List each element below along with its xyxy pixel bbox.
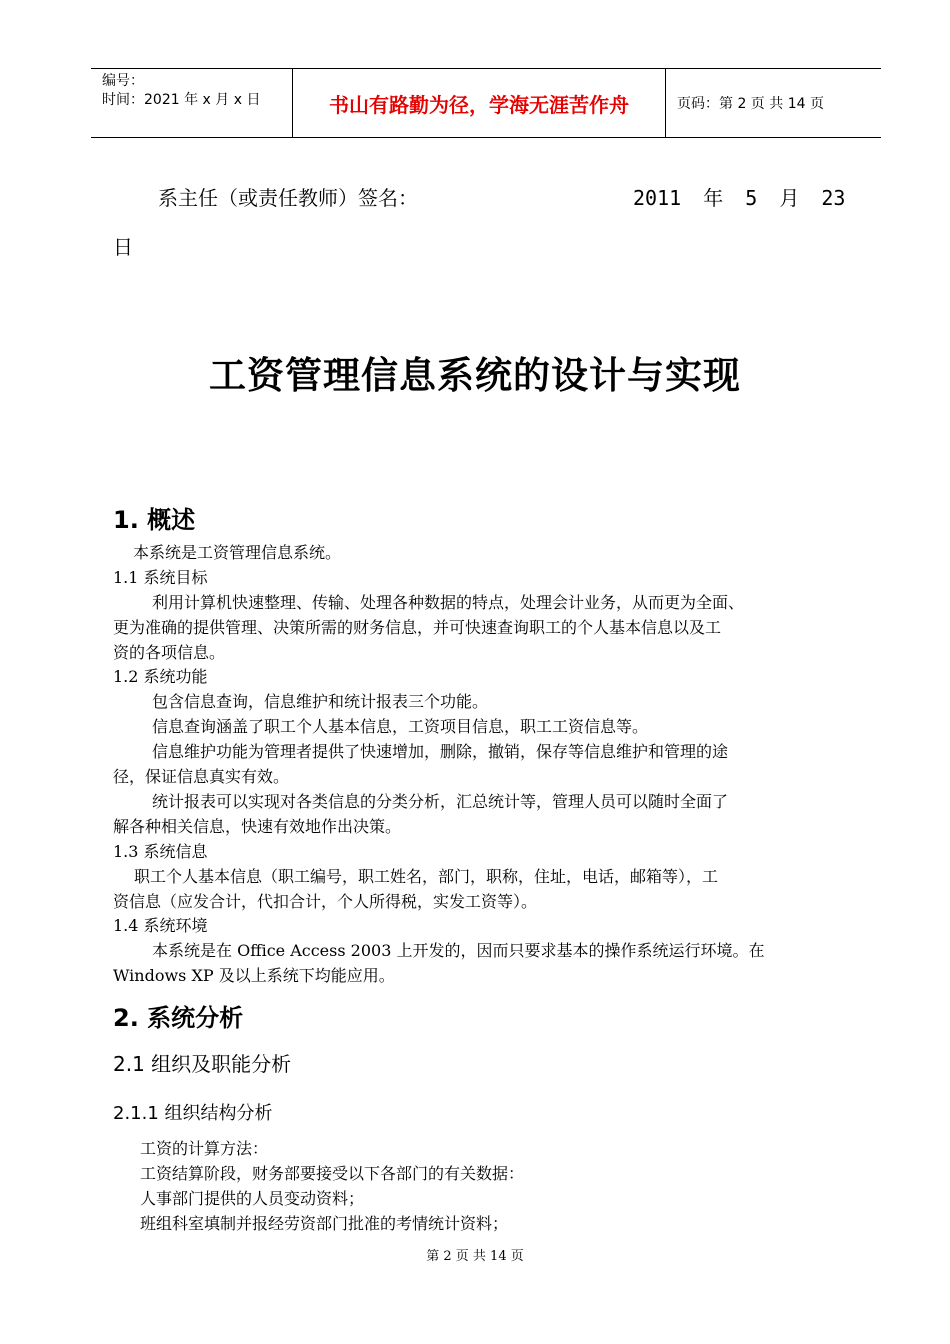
page-header [91, 68, 881, 138]
paragraph: 本系统是工资管理信息系统。 [133, 543, 342, 562]
subsection-1-4-title: 1.4 系统环境 [113, 916, 208, 935]
paragraph: 工资的计算方法： [140, 1139, 269, 1158]
paragraph: 职工个人基本信息（职工编号，职工姓名，部门，职称，住址，电话，邮箱等），工 [134, 867, 719, 886]
paragraph: 解各种相关信息，快速有效地作出决策。 [113, 817, 402, 836]
paragraph: 径，保证信息真实有效。 [113, 767, 290, 786]
paragraph: 本系统是在 Office Access 2003 上开发的，因而只要求基本的操作系统运行环境。在 [152, 941, 765, 960]
page-footer: 第 2 页 共 14 页 [426, 1249, 524, 1264]
paragraph: 信息维护功能为管理者提供了快速增加，删除，撤销，保存等信息维护和管理的途 [152, 742, 729, 761]
paragraph: 包含信息查询，信息维护和统计报表三个功能。 [152, 692, 489, 711]
subsection-1-1-title: 1.1 系统目标 [113, 568, 208, 587]
paragraph: 工资结算阶段，财务部要接受以下各部门的有关数据： [140, 1164, 525, 1183]
paragraph: 班组科室填制并报经劳资部门批准的考情统计资料； [140, 1214, 509, 1233]
subsection-2-1-heading: 2.1 组织及职能分析 [113, 1052, 292, 1076]
document-title: 工资管理信息系统的设计与实现 [209, 354, 741, 397]
section-1-heading: 1. 概述 [113, 506, 196, 534]
header-meta [102, 72, 260, 110]
header-page-info: 页码：第 2 页 共 14 页 [677, 96, 824, 112]
time-label: 时间：2021 年 x 月 x 日 [102, 92, 261, 108]
paragraph: Windows XP 及以上系统下均能应用。 [113, 966, 395, 985]
signature-day: 日 [113, 235, 133, 259]
serial-label: 编号： [102, 73, 144, 89]
paragraph: 统计报表可以实现对各类信息的分类分析，汇总统计等，管理人员可以随时全面了 [152, 792, 729, 811]
subsection-1-3-title: 1.3 系统信息 [113, 842, 208, 861]
signature-date: 2011 年 5 月 23 [633, 186, 846, 210]
paragraph: 更为准确的提供管理、决策所需的财务信息，并可快速查询职工的个人基本信息以及工 [113, 618, 722, 637]
section-2-heading: 2. 系统分析 [113, 1004, 244, 1032]
header-divider [665, 69, 666, 137]
signature-label: 系主任（或责任教师）签名： [158, 186, 418, 210]
paragraph: 资信息（应发合计，代扣合计，个人所得税，实发工资等）。 [113, 892, 538, 911]
paragraph: 人事部门提供的人员变动资料； [140, 1189, 365, 1208]
subsection-1-2-title: 1.2 系统功能 [113, 667, 208, 686]
paragraph: 利用计算机快速整理、传输、处理各种数据的特点，处理会计业务，从而更为全面、 [152, 593, 745, 612]
subsection-2-1-1-heading: 2.1.1 组织结构分析 [113, 1103, 273, 1124]
paragraph: 资的各项信息。 [113, 643, 226, 662]
paragraph: 信息查询涵盖了职工个人基本信息，工资项目信息，职工工资信息等。 [152, 717, 649, 736]
header-motto: 书山有路勤为径，学海无涯苦作舟 [329, 92, 629, 117]
